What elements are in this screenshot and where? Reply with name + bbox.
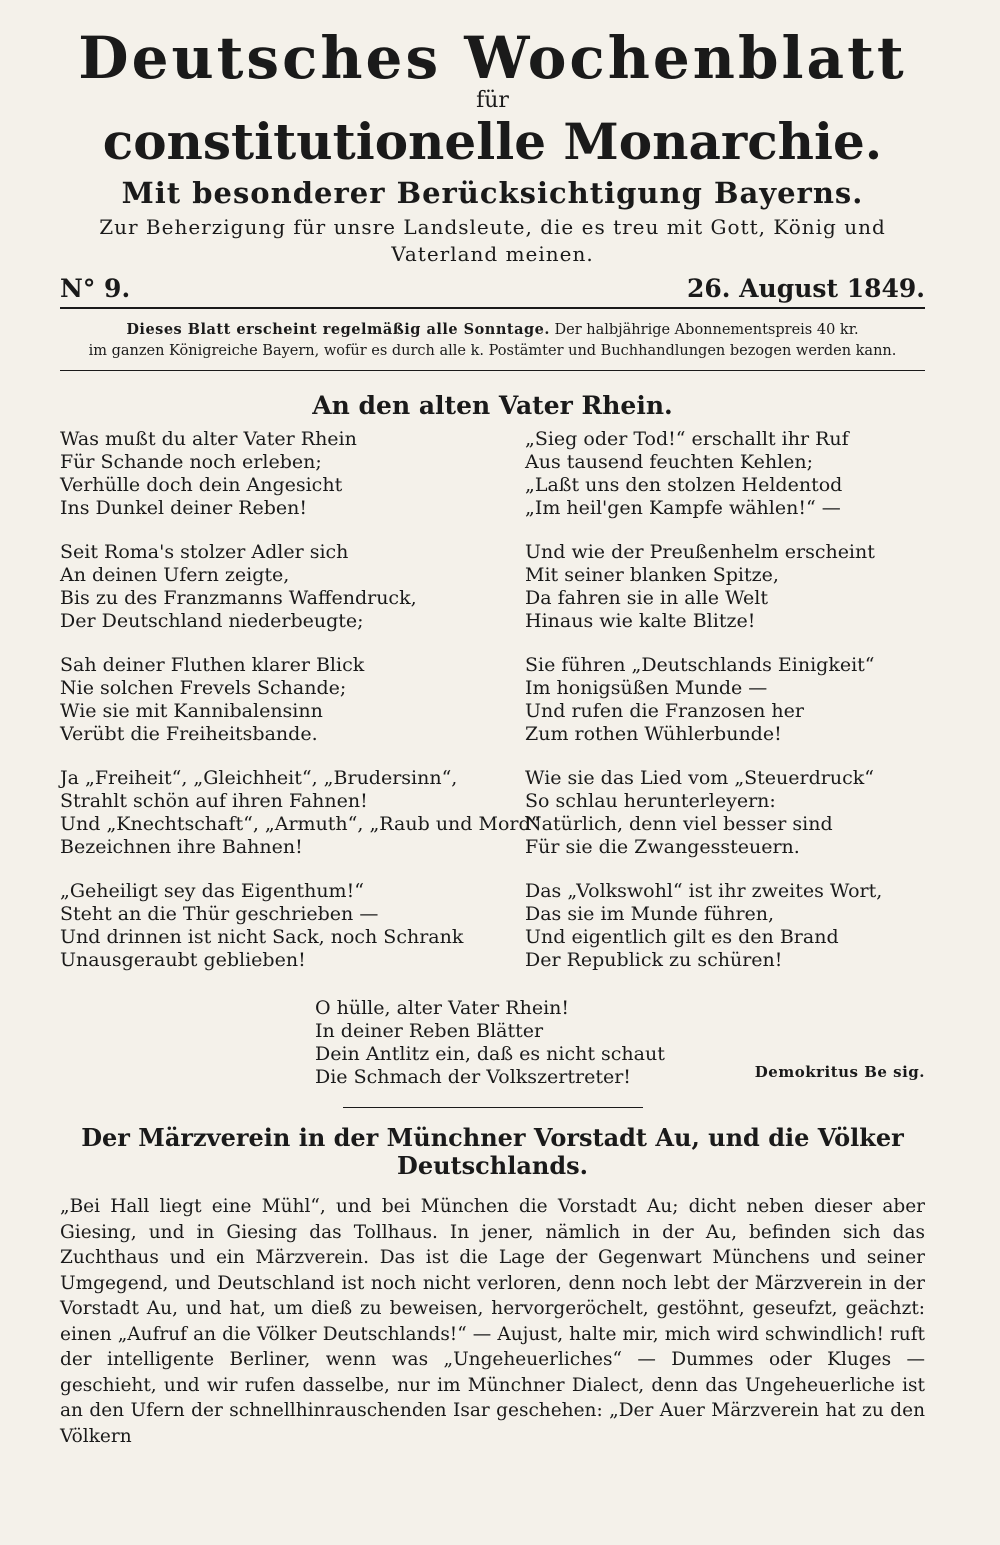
masthead (60, 20, 925, 268)
poem-line: Steht an die Thür geschrieben — (60, 903, 379, 925)
poem-line: Bezeichnen ihre Bahnen! (60, 836, 303, 858)
poem-line: Unausgeraubt geblieben! (60, 949, 306, 971)
poem-stanza (525, 428, 925, 520)
poem (60, 428, 925, 993)
poem-line: In deiner Reben Blätter (315, 1020, 544, 1042)
poem-line: Strahlt schön auf ihren Fahnen! (60, 790, 368, 812)
poem-line: Aus tausend feuchten Kehlen; (525, 451, 814, 473)
poem-line: Sah deiner Fluthen klarer Blick (60, 654, 365, 676)
poem-line: Und drinnen ist nicht Sack, noch Schrank (60, 926, 464, 948)
poem-line: An deinen Ufern zeigte, (60, 564, 290, 586)
poem-stanza (60, 767, 541, 859)
poem-stanza (525, 880, 925, 972)
poem-line: Für Schande noch erleben; (60, 451, 322, 473)
poem-line: Nie solchen Frevels Schande; (60, 677, 347, 699)
article-title: Der Märzverein in der Münchner Vorstadt Au, und die Völker Deutschlands. (81, 1123, 904, 1180)
issue-date: 26. August 1849. (686, 274, 925, 303)
subscription-notice (60, 309, 925, 371)
poem-line: „Sieg oder Tod!“ erschallt ihr Ruf (525, 428, 849, 450)
poem-line: Wie sie das Lied vom „Steuerdruck“ (525, 767, 874, 789)
poem-title: An den alten Vater Rhein. (312, 391, 673, 420)
poem-line: Verhülle doch dein Angesicht (60, 474, 343, 496)
poem-line: O hülle, alter Vater Rhein! (315, 997, 570, 1019)
poem-line: Der Republick zu schüren! (525, 949, 783, 971)
poem-stanza (525, 541, 925, 633)
poem-line: Da fahren sie in alle Welt (525, 587, 768, 609)
issue-number: N° 9. (60, 274, 131, 303)
poem-stanza (525, 767, 925, 859)
poem-stanza (60, 428, 480, 520)
poem-line: Mit seiner blanken Spitze, (525, 564, 779, 586)
poem-line: Das sie im Munde führen, (525, 903, 775, 925)
poem-line: Natürlich, denn viel besser sind (525, 813, 833, 835)
notice-lead: Dieses Blatt erscheint regelmäßig alle Sonntage. (126, 321, 550, 338)
section-divider (343, 1107, 643, 1108)
poem-line: So schlau herunterleyern: (525, 790, 776, 812)
title-connector: für (476, 88, 509, 113)
poem-line: Und rufen die Franzosen her (525, 700, 804, 722)
poem-line: Seit Roma's stolzer Adler sich (60, 541, 349, 563)
poem-line: Für sie die Zwangessteuern. (525, 836, 800, 858)
poem-line: Ins Dunkel deiner Reben! (60, 497, 308, 519)
poem-line: Dein Antlitz ein, daß es nicht schaut (315, 1043, 665, 1065)
poem-line: „Laßt uns den stolzen Heldentod (525, 474, 843, 496)
poem-stanza (525, 654, 925, 746)
poem-stanza (60, 541, 480, 633)
poem-line: „Geheiligt sey das Eigenthum!“ (60, 880, 364, 902)
newspaper-subtitle-2: Mit besonderer Berücksichtigung Bayerns. (121, 176, 864, 210)
notice-price: Der halbjährige Abonnementspreis 40 kr. (549, 322, 859, 338)
poem-signature: Demokritus Be sig. (754, 1063, 925, 1081)
poem-line: Verübt die Freiheitsbande. (60, 723, 318, 745)
poem-stanza (60, 880, 480, 972)
poem-line: Was mußt du alter Vater Rhein (60, 428, 357, 450)
newspaper-page (60, 20, 925, 1449)
poem-left-column (60, 428, 541, 993)
poem-line: Und eigentlich gilt es den Brand (525, 926, 839, 948)
poem-line: Zum rothen Wühlerbunde! (525, 723, 782, 745)
poem-line: Ja „Freiheit“, „Gleichheit“, „Brudersinn“, (60, 767, 458, 789)
notice-line-2: im ganzen Königreiche Bayern, wofür es durch alle k. Postämter und Buchhandlungen bezogen werden kann. (88, 343, 897, 359)
poem-line: Im honigsüßen Munde — (525, 677, 768, 699)
poem-line: Und „Knechtschaft“, „Armuth“, „Raub und Mord“ (60, 813, 541, 835)
issue-row (60, 274, 925, 309)
poem-line: Hinaus wie kalte Blitze! (525, 610, 756, 632)
poem-right-column (525, 428, 925, 993)
tagline: Zur Beherzigung für unsre Landsleute, die es treu mit Gott, König und Vaterland meinen. (99, 215, 886, 266)
newspaper-subtitle: constitutionelle Monarchie. (102, 112, 883, 171)
poem-line: Wie sie mit Kannibalensinn (60, 700, 323, 722)
poem-line: Und wie der Preußenhelm erscheint (525, 541, 875, 563)
poem-line: Das „Volkswohl“ ist ihr zweites Wort, (525, 880, 883, 902)
poem-line: Sie führen „Deutschlands Einigkeit“ (525, 654, 875, 676)
newspaper-title: Deutsches Wochenblatt (78, 24, 907, 92)
poem-line: Die Schmach der Volkszertreter! (315, 1066, 631, 1088)
poem-line: „Im heil'gen Kampfe wählen!“ — (525, 497, 841, 519)
article-body: „Bei Hall liegt eine Mühl“, und bei München die Vorstadt Au; dicht neben dieser aber Giesing, und in Giesing das Tollhaus. In jener, nämlich in der Au, befinden sich das Zuchthaus und ein Märzverein. Das ist die Lage der Gegenwart Münchens und seiner Umgegend, und Deutschland ist noch nicht verloren, denn noch lebt der Märzverein in der Vorstadt Au, und hat, um dieß zu beweisen, hervorgeröchelt, gestöhnt, geseufzt, geächzt: einen „Aufruf an die Völker Deutschlands!“ — Aujust, halte mir, mich wird schwindlich! ruft der intelligente Berliner, wenn was „Ungeheuerliches“ — Dummes oder Kluges — geschieht, und wir rufen dasselbe, nur im Münchner Dialect, denn das Ungeheuerliche ist an den Ufern der schnellhinrauschenden Isar geschehen: „Der Auer Märzverein hat zu den Völkern (60, 1196, 925, 1447)
poem-line: Der Deutschland niederbeugte; (60, 610, 364, 632)
poem-line: Bis zu des Franzmanns Waffendruck, (60, 587, 417, 609)
poem-stanza (60, 654, 480, 746)
